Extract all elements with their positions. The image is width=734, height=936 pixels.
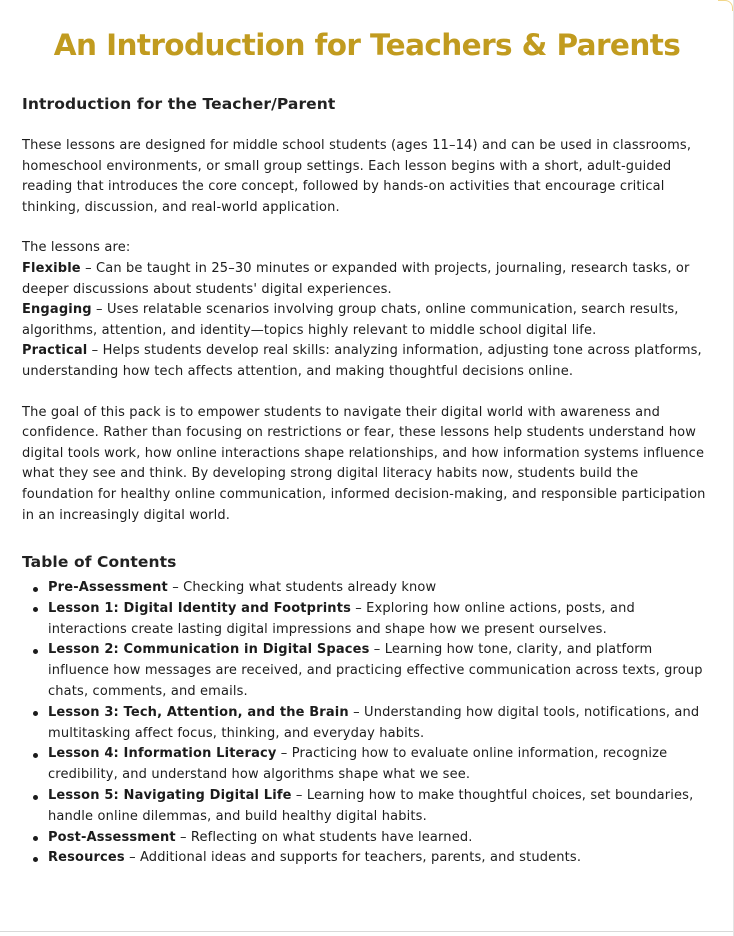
toc-item-text: – Additional ideas and supports for teachers, parents, and students. <box>124 850 582 866</box>
toc-heading: Table of Contents <box>22 553 177 572</box>
toc-item-text: – Learning how tone, clarity, and platform influence how messages are received, and practicing effective communication across texts, group chats, comments, and emails. <box>48 642 703 700</box>
toc-item-text: – Exploring how online actions, posts, and interactions create lasting digital impressions and shape how we present ourselves. <box>48 600 635 637</box>
quality-text: – Can be taught in 25–30 minutes or expanded with projects, journaling, research tasks, or deeper discussions about students' digital experiences. <box>22 260 690 297</box>
quality-text: – Uses relatable scenarios involving group chats, online communication, search results, algorithms, attention, and identity—topics highly relevant to middle school digital life. <box>22 302 679 338</box>
quality-term: Engaging <box>22 302 92 318</box>
toc-item-term: Lesson 3: Tech, Attention, and the Brain <box>48 704 349 720</box>
toc-item-text: – Reflecting on what students have learned. <box>175 829 473 845</box>
content-body <box>22 95 712 869</box>
toc-item-term: Lesson 1: Digital Identity and Footprints <box>48 600 351 616</box>
toc-item-lesson-2 <box>48 640 712 702</box>
toc-item-text: – Practicing how to evaluate online information, recognize credibility, and understand how algorithms shape what we see. <box>48 746 668 783</box>
toc-item-term: Lesson 2: Communication in Digital Spaces <box>48 642 370 658</box>
toc-item-term: Lesson 5: Navigating Digital Life <box>48 788 292 804</box>
toc-item-post-assessment <box>48 828 712 849</box>
lessons-are-label: The lessons are: <box>22 240 131 256</box>
quality-engaging <box>22 300 712 341</box>
toc-item-lesson-1 <box>48 599 712 641</box>
toc-item-text: – Learning how to make thoughtful choices, set boundaries, handle online dilemmas, and build healthy digital habits. <box>48 788 694 824</box>
intro-paragraph-2: The goal of this pack is to empower students to navigate their digital world with awareness and confidence. Rather than focusing on restrictions or fear, these lessons help students understand how digital tools work, how online interactions shape relationships, and how information systems influence what they see and think. By developing strong digital literacy habits now, students build the foundation for healthy online communication, informed decision-making, and responsible participation in an increasingly digital world. <box>22 404 706 523</box>
toc-item-term: Lesson 4: Information Literacy <box>48 746 277 762</box>
toc-item-text: – Understanding how digital tools, notifications, and multitasking affect focus, thinking, and everyday habits. <box>48 704 700 741</box>
page-bottom-divider <box>0 931 733 932</box>
toc-item-resources <box>48 848 712 869</box>
toc-item-term: Pre-Assessment <box>48 580 168 596</box>
toc-item-term: Post-Assessment <box>48 829 176 845</box>
toc-item-lesson-3 <box>48 703 712 745</box>
intro-heading: Introduction for the Teacher/Parent <box>22 95 336 113</box>
quality-practical <box>22 341 712 382</box>
toc-item-lesson-5 <box>48 786 712 828</box>
toc-item-pre-assessment <box>48 578 712 599</box>
toc-item-term: Resources <box>48 850 125 866</box>
page-corner-decoration <box>718 0 733 11</box>
quality-term: Practical <box>22 343 88 359</box>
quality-text: – Helps students develop real skills: analyzing information, adjusting tone across platforms, understanding how tech affects attention, and making thoughtful decisions online. <box>22 343 702 379</box>
quality-flexible <box>22 259 712 300</box>
toc-item-text: – Checking what students already know <box>167 580 437 596</box>
toc-item-lesson-4 <box>48 744 712 786</box>
page-title: An Introduction for Teachers & Parents <box>53 28 681 62</box>
intro-paragraph-1: These lessons are designed for middle school students (ages 11–14) and can be used in classrooms, homeschool environments, or small group settings. Each lesson begins with a short, adult-guided reading that introduces the core concept, followed by hands-on activities that encourage critical thinking, discussion, and real-world application. <box>22 138 692 215</box>
quality-term: Flexible <box>22 260 81 276</box>
toc-list <box>22 578 712 869</box>
